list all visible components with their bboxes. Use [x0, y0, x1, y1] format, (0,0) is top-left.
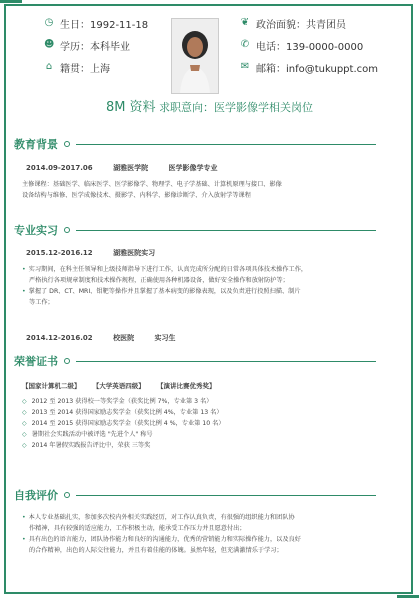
section-divider: [76, 361, 376, 362]
cert-item: [22, 418, 225, 429]
personal-info-right: [240, 12, 378, 78]
paragraph-line: 的合作精神，出色的人际交往能力，并且有着佳能的体魄。虽然年轻，但充满激情乐于学习；: [29, 547, 283, 554]
resume-header: [0, 0, 419, 124]
diamond-icon: ◇: [22, 409, 27, 416]
practice-period-2: 2014.12-2016.02: [26, 334, 93, 342]
paragraph-line: 严格执行各项规章制度和技术操作规程，正确使用各种机器设备，做好安全操作和放射防护等；: [29, 277, 289, 284]
cert-item: [22, 407, 225, 418]
phone-text: 电话：139-0000-0000: [256, 41, 364, 53]
section-practice-title: [14, 222, 376, 238]
bullet-line: [22, 264, 392, 275]
objective-text: 求职意向：医学影像学相关岗位: [159, 101, 314, 114]
section-certs-label: 荣誉证书: [14, 355, 58, 368]
section-practice-label: 专业实习: [14, 224, 58, 237]
profile-photo: [171, 18, 219, 94]
practice-org-2: 校医院: [113, 334, 135, 342]
email-row: [240, 56, 378, 78]
cert-text: 暑期社会实践活动中被评选 "先进个人" 称号: [31, 431, 153, 438]
user-icon: ☻: [44, 39, 55, 50]
education-row: [44, 34, 148, 56]
education-text: 学历：本科毕业: [60, 41, 130, 53]
bullet-text: 本人专业基础扎实，参加多次校内外相关实践经历，对工作认真负责，有很强的组织能力和团队协: [28, 514, 295, 521]
self-evaluation: [22, 512, 392, 556]
education-period: 2014.09-2017.06: [26, 164, 93, 172]
cert-tag: 【大学英语四级】: [92, 382, 145, 390]
name-objective-line: [0, 96, 419, 115]
clock-icon: ◷: [44, 17, 54, 28]
bullet-line: [22, 512, 392, 523]
cert-item: [22, 440, 225, 451]
diamond-icon: ◇: [22, 431, 27, 438]
personal-info-left: [44, 12, 148, 78]
practice-bullets: [22, 264, 392, 308]
practice-item-head-2: [26, 333, 194, 343]
cert-text: 2013 至 2014 获得国家励志奖学金（获奖比例 4%，专业第 13 名）: [31, 409, 223, 416]
bullet-text: 实习期间，在科主任领导和上级技师指导下进行工作，认真完成所分配的日常各项具体技术操作工作，: [28, 266, 308, 273]
leaf-icon: ❦: [240, 17, 250, 28]
mail-icon: ✉: [240, 61, 250, 72]
bullet-icon: •: [22, 288, 26, 295]
circle-icon: [64, 358, 70, 364]
cert-tag: 【国家计算机二级】: [22, 382, 81, 390]
practice-org-1: 湖雅医院实习: [113, 249, 156, 257]
email-text[interactable]: 邮箱：info@tukuppt.com: [256, 63, 378, 75]
bullet-icon: •: [22, 536, 26, 543]
diamond-icon: ◇: [22, 442, 27, 449]
section-divider: [76, 144, 376, 145]
bullet-icon: •: [22, 266, 26, 273]
circle-icon: [64, 492, 70, 498]
corner-decoration: [397, 595, 419, 598]
cert-text: 2014 至 2015 获得国家励志奖学金（获奖比例 4 %，专业第 10 名）: [31, 420, 225, 427]
birth-row: [44, 12, 148, 34]
practice-period-1: 2015.12-2016.12: [26, 249, 93, 257]
bullet-line: [22, 534, 392, 545]
cert-tag: 【演讲比赛优秀奖】: [157, 382, 216, 390]
section-education-label: 教育背景: [14, 138, 58, 151]
bullet-text: 掌握了 DR、CT、MRI、钼靶等操作并且掌握了基本病变的影像表现，以及负责进行投照扫描、制片: [28, 288, 301, 295]
bullet-icon: •: [22, 514, 26, 521]
practice-item-head-1: [26, 248, 173, 258]
diamond-icon: ◇: [22, 420, 27, 427]
education-item-head: [26, 163, 236, 173]
cert-item: [22, 396, 225, 407]
practice-role-2: 实习生: [154, 334, 176, 342]
birth-text: 生日：1992-11-18: [60, 19, 149, 31]
cert-item: [22, 429, 225, 440]
cert-text: 2012 至 2013 获得校一等奖学金（获奖比例 7%，专业第 3 名）: [31, 398, 213, 405]
cert-tags: [22, 381, 226, 390]
bullet-line: [22, 286, 392, 297]
phone-row: [240, 34, 378, 56]
bullet-text: 具有出色的语言能力，团队协作能力和良好的沟通能力，优秀的营销能力和实际操作能力，以及良好: [28, 536, 301, 543]
paragraph-line: 设备结构与维修、医学成像技术、摄影学、内科学、影像诊断学、介入放射学等课程: [22, 192, 251, 199]
paragraph-line: 作精神，具有较强的适应能力，工作积极主动，能承受工作压力并且愿意付出；: [29, 525, 246, 532]
politics-row: [240, 12, 378, 34]
home-icon: ⌂: [45, 61, 53, 72]
politics-text: 政治面貌：共青团员: [256, 19, 346, 31]
education-courses: [22, 179, 392, 201]
section-certs-title: [14, 353, 376, 369]
name-text: 8M 资料: [105, 100, 156, 115]
section-divider: [76, 495, 376, 496]
circle-icon: [64, 141, 70, 147]
paragraph-line: 主修课程：基础医学、临床医学、医学影像学、物理学、电子学基础、计算机原理与接口、影像: [22, 181, 282, 188]
section-self-title: [14, 487, 376, 503]
phone-icon: ✆: [240, 39, 250, 50]
cert-list: [22, 396, 225, 451]
section-self-label: 自我评价: [14, 489, 58, 502]
paragraph-line: 等工作；: [29, 299, 54, 306]
education-school: 湖雅医学院: [113, 164, 149, 172]
section-education-title: [14, 136, 376, 152]
cert-text: 2014 年暑假实践报告评比中，荣获 三等奖: [31, 442, 151, 449]
origin-text: 籍贯：上海: [60, 63, 110, 75]
circle-icon: [64, 227, 70, 233]
origin-row: [44, 56, 148, 78]
section-divider: [76, 230, 376, 231]
education-major: 医学影像学专业: [168, 164, 218, 172]
diamond-icon: ◇: [22, 398, 27, 405]
